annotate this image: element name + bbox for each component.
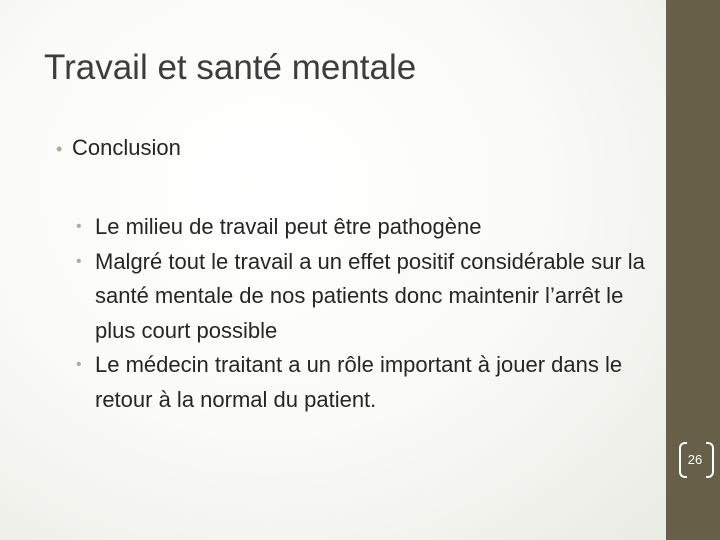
bullet-dot-icon: • bbox=[76, 218, 82, 235]
bullet-dot-icon: • bbox=[56, 139, 63, 159]
slide-title: Travail et santé mentale bbox=[44, 48, 417, 87]
bullet-item bbox=[76, 348, 646, 417]
bullet-dot-icon: • bbox=[76, 252, 82, 270]
bullet-item bbox=[76, 245, 646, 349]
bullet-dot-icon: • bbox=[76, 356, 82, 373]
bullet-item-text: Malgré tout le travail a un effet positif considérable sur la santé mentale de nos patients donc maintenir l’arrêt le plus court possible bbox=[95, 248, 645, 343]
bullet-level1-text: Conclusion bbox=[72, 135, 181, 160]
bullet-item-text: Le médecin traitant a un rôle important à jouer dans le retour à la normal du patient. bbox=[95, 352, 623, 412]
bullet-item bbox=[76, 210, 646, 245]
right-bracket-icon bbox=[706, 442, 714, 478]
page-number: 26 bbox=[687, 452, 703, 467]
bullet-item-text: Le milieu de travail peut être pathogène bbox=[95, 214, 482, 239]
bullet-list-level2 bbox=[76, 210, 646, 417]
page-number-badge bbox=[676, 442, 720, 478]
